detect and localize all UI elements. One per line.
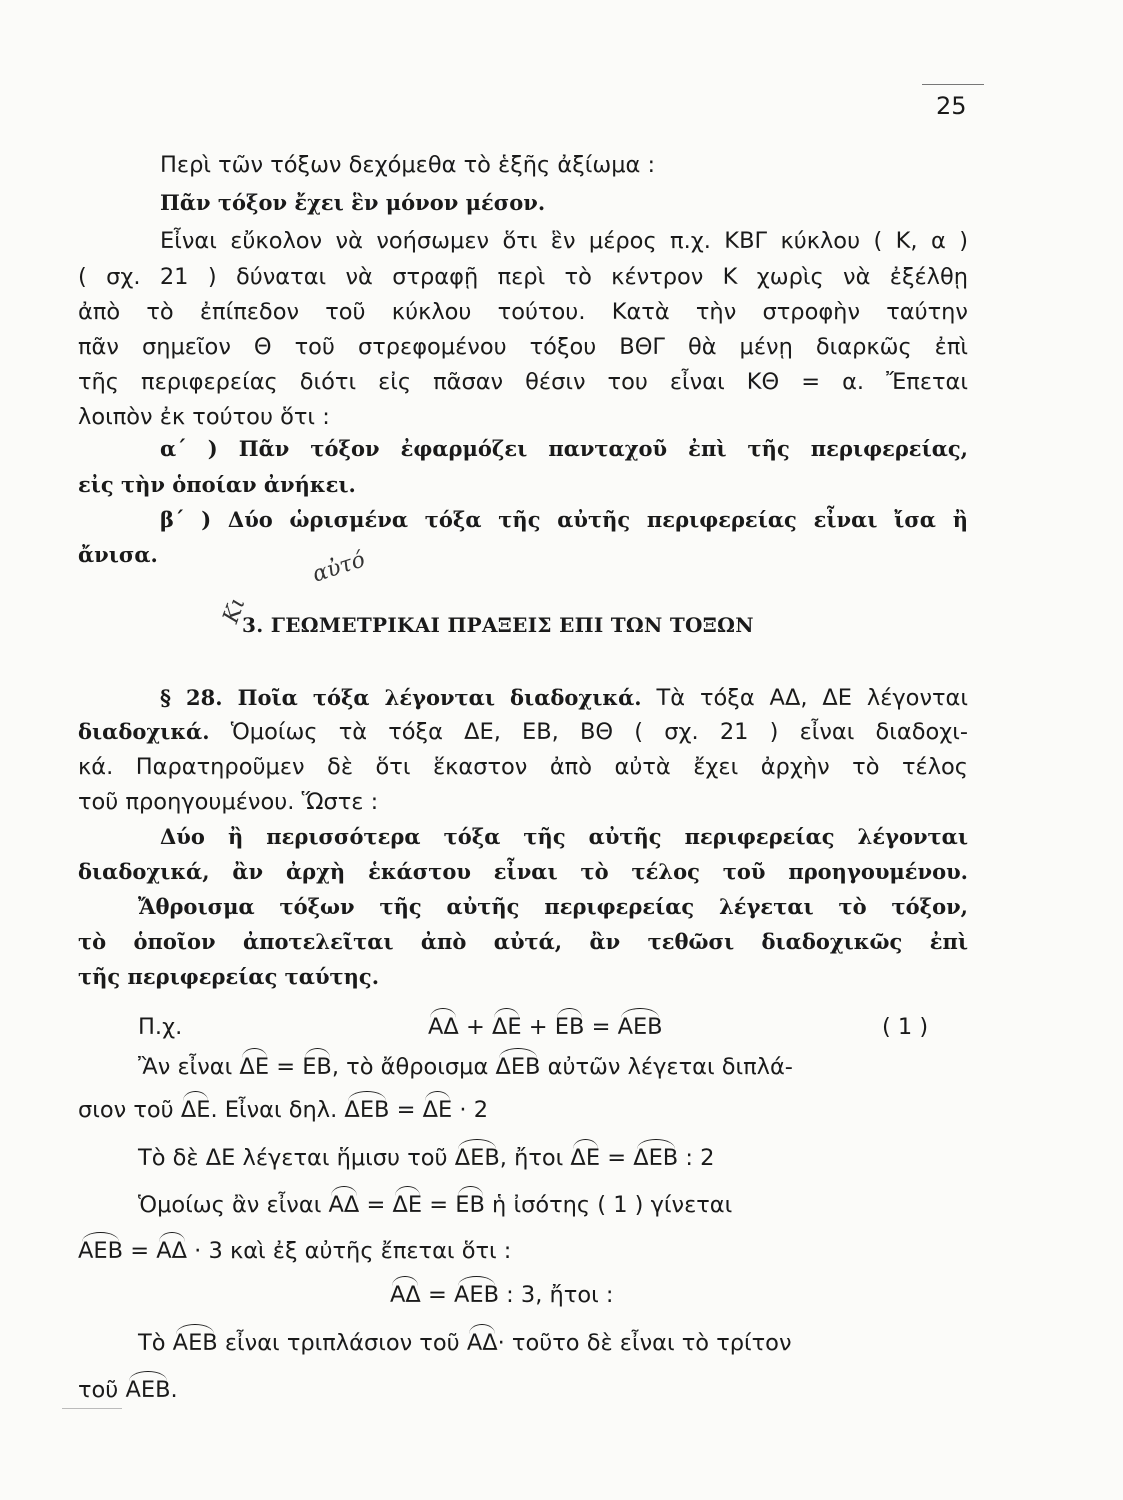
paragraph-line: ἀπὸ τὸ ἐπίπεδον τοῦ κύκλου τούτου. Κατὰ τὴν στροφὴν ταύτην — [78, 299, 968, 325]
section-28-title: § 28. Ποῖα τόξα λέγονται διαδοχικά. — [160, 685, 642, 710]
handwritten-note: αὐτό — [309, 547, 369, 588]
paragraph-line: Εἶναι εὔκολον νὰ νοήσωμεν ὅτι ἓν μέρος π.χ. ΚΒΓ κύκλου ( Κ, α ) — [160, 228, 968, 254]
math-line: Τὸ δὲ ΔΕ λέγεται ἥμισυ τοῦ ΔΕΒ, ἤτοι ΔΕ = ΔΕΒ : 2 — [138, 1145, 715, 1171]
definition-line: Ἄθροισμα τόξων τῆς αὐτῆς περιφερείας λέγεται τὸ τόξον, — [138, 894, 968, 919]
equation-1: Π.χ. ΑΔ + ΔΕ + ΕΒ = ΑΕΒ ( 1 ) — [138, 1014, 929, 1040]
section-28-line: § 28. Ποῖα τόξα λέγονται διαδοχικά. Τὰ τόξα ΑΔ, ΔΕ λέγονται — [160, 685, 968, 711]
paragraph-line: διαδοχικά. Ὁμοίως τὰ τόξα ΔΕ, ΕΒ, ΒΘ ( σχ. 21 ) εἶναι διαδοχι- — [78, 719, 968, 745]
consequence-b-cont: ἄνισα. — [78, 542, 158, 567]
math-line: ΑΕΒ = ΑΔ · 3 καὶ ἐξ αὐτῆς ἔπεται ὅτι : — [78, 1238, 512, 1264]
paragraph-line: κά. Παρατηροῦμεν δὲ ὅτι ἕκαστον ἀπὸ αὐτὰ ἔχει ἀρχὴν τὸ τέλος — [78, 754, 968, 780]
math-line: Ὁμοίως ἂν εἶναι ΑΔ = ΔΕ = ΕΒ ἡ ἰσότης ( 1 ) γίνεται — [138, 1192, 733, 1218]
section-heading: 3. ΓΕΩΜΕΤΡΙΚΑΙ ΠΡΑΞΕΙΣ ΕΠΙ ΤΩΝ ΤΟΞΩΝ — [242, 613, 754, 637]
math-line: τοῦ ΑΕΒ. — [78, 1377, 178, 1403]
math-line: ΑΔ = ΑΕΒ : 3, ἤτοι : — [390, 1282, 614, 1308]
consequence-a-cont: εἰς τὴν ὁποίαν ἀνήκει. — [78, 472, 356, 497]
paragraph-line: πᾶν σημεῖον Θ τοῦ στρεφομένου τόξου ΒΘΓ θὰ μένῃ διαρκῶς ἐπὶ — [78, 334, 968, 360]
definition-line: διαδοχικά, ἂν ἀρχὴ ἑκάστου εἶναι τὸ τέλος τοῦ προηγουμένου. — [78, 859, 968, 884]
page-number: 25 — [936, 92, 967, 120]
definition-line: Δύο ἢ περισσότερα τόξα τῆς αὐτῆς περιφερείας λέγονται — [160, 824, 968, 849]
axiom-statement: Πᾶν τόξον ἔχει ἓν μόνον μέσον. — [160, 190, 546, 215]
handwritten-note: Κι — [218, 594, 251, 627]
paragraph-line: ( σχ. 21 ) δύναται νὰ στραφῇ περὶ τὸ κέντρον Κ χωρὶς νὰ ἐξέλθῃ — [78, 264, 968, 290]
paragraph-line: τῆς περιφερείας διότι εἰς πᾶσαν θέσιν του εἶναι ΚΘ = α. Ἔπεται — [78, 369, 968, 395]
page-number-rule — [922, 84, 984, 85]
equation-number: ( 1 ) — [882, 1014, 929, 1040]
math-line: σιον τοῦ ΔΕ. Εἶναι δηλ. ΔΕΒ = ΔΕ · 2 — [78, 1097, 489, 1123]
axiom-intro: Περὶ τῶν τόξων δεχόμεθα τὸ ἑξῆς ἀξίωμα : — [160, 152, 656, 178]
scan-mark — [62, 1408, 122, 1409]
paragraph-line: τοῦ προηγουμένου. Ὥστε : — [78, 789, 379, 815]
math-line: Ἂν εἶναι ΔΕ = ΕΒ, τὸ ἄθροισμα ΔΕΒ αὐτῶν λέγεται διπλά- — [138, 1054, 793, 1080]
consequence-b: β΄ ) Δύο ὡρισμένα τόξα τῆς αὐτῆς περιφερείας εἶναι ἴσα ἢ — [160, 507, 968, 532]
math-line: Τὸ ΑΕΒ εἶναι τριπλάσιον τοῦ ΑΔ· τοῦτο δὲ εἶναι τὸ τρίτον — [138, 1330, 792, 1356]
definition-line: τὸ ὁποῖον ἀποτελεῖται ἀπὸ αὐτά, ἂν τεθῶσι διαδοχικῶς ἐπὶ — [78, 929, 968, 954]
definition-line: τῆς περιφερείας ταύτης. — [78, 964, 380, 989]
consequence-a: α΄ ) Πᾶν τόξον ἐφαρμόζει πανταχοῦ ἐπὶ τῆς περιφερείας, — [160, 436, 968, 461]
paragraph-line: λοιπὸν ἐκ τούτου ὅτι : — [78, 404, 330, 430]
